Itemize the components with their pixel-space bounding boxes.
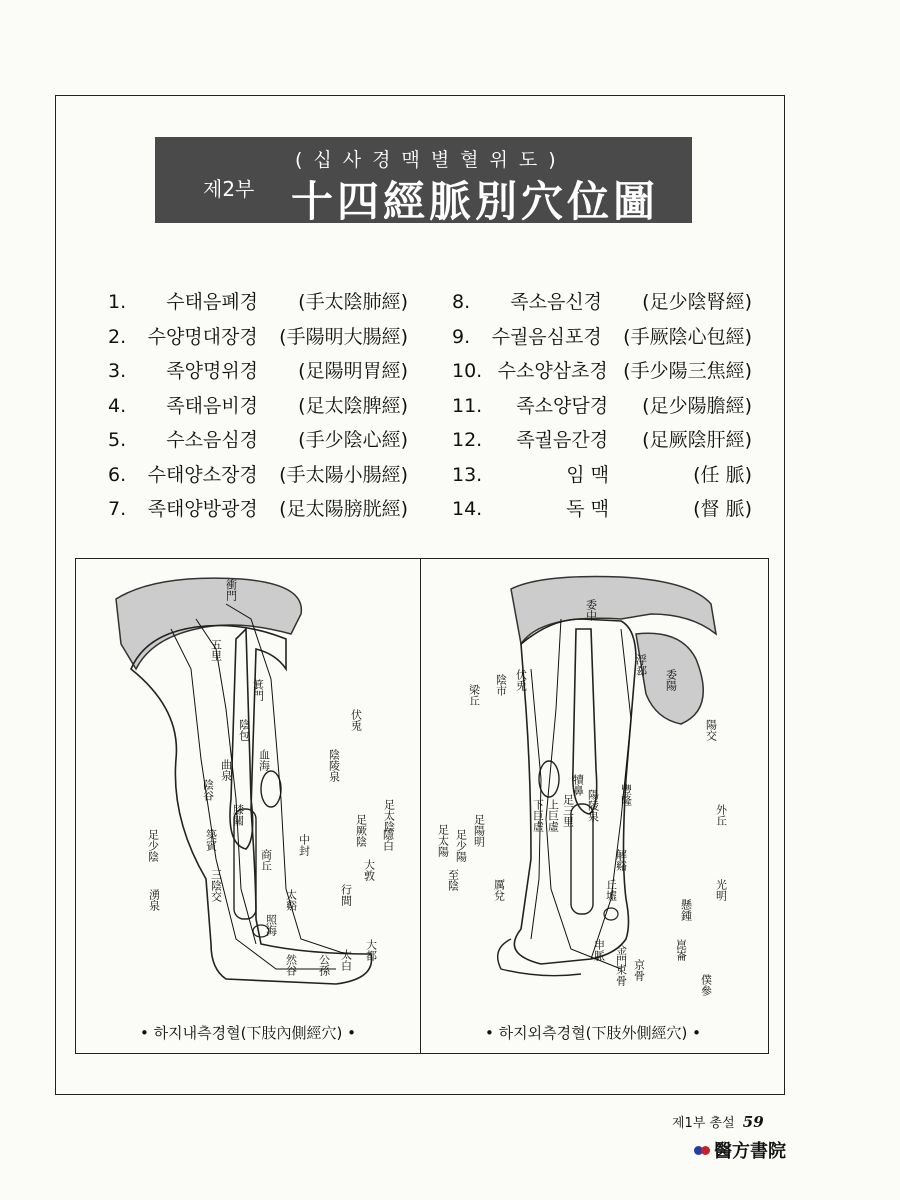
inner-leg-illustration <box>76 559 420 1019</box>
acupoint-label: 足太陰 <box>382 799 396 832</box>
acupoint-label: 陰包 <box>237 719 251 741</box>
title-reading: (십사경맥별혈위도) <box>295 149 567 171</box>
list-item: 4. 족태음비경 (足太陰脾經) <box>108 394 408 417</box>
acupoint-label: 崑崙 <box>674 939 688 961</box>
acupoint-label: 五里 <box>209 639 223 661</box>
figure-inner-leg <box>76 559 420 1053</box>
acupoint-label: 膝關 <box>231 804 245 826</box>
list-item: 1. 수태음폐경 (手太陰肺經) <box>108 291 408 313</box>
acupoint-label: 箕門 <box>251 679 265 701</box>
page-number: 59 <box>742 1113 764 1131</box>
acupoint-label: 太白 <box>339 949 353 971</box>
title-banner <box>155 137 692 226</box>
acupoint-label: 足少陰 <box>146 829 160 862</box>
acupoint-label: 公孫 <box>317 954 331 976</box>
figure-caption: • 하지내측경혈(下肢內側經穴) • <box>140 1024 356 1042</box>
list-item: 2. 수양명대장경 (手陽明大腸經) <box>108 325 408 348</box>
list-item: 6. 수태양소장경 (手太陽小腸經) <box>108 463 408 486</box>
acupoint-label: 陽交 <box>704 719 718 741</box>
publisher-name: 醫方書院 <box>714 1141 786 1162</box>
inner-leg-point-labels <box>147 578 396 976</box>
acupoint-label: 委中 <box>584 599 598 621</box>
acupoint-label: 湧泉 <box>147 889 161 911</box>
part-label: 제2부 <box>203 177 255 201</box>
acupoint-label: 厲兌 <box>492 879 506 901</box>
list-item: 14. 독 맥 (督 脈) <box>452 498 752 520</box>
acupoint-label: 血海 <box>257 749 271 771</box>
acupoint-label: 懸鍾 <box>679 899 693 921</box>
acupoint-label: 三陰交 <box>209 869 223 902</box>
acupoint-label: 中封 <box>297 834 311 856</box>
acupoint-label: 商丘 <box>259 849 273 871</box>
acupoint-label: 大都 <box>364 939 378 961</box>
acupoint-label: 足少陽 <box>454 829 468 862</box>
page-footer <box>672 1112 764 1131</box>
acupoint-label: 上巨虛 <box>546 799 560 832</box>
acupoint-label: 行間 <box>339 884 353 906</box>
acupoint-label: 犢鼻 <box>571 774 585 796</box>
acupoint-label: 光明 <box>714 879 728 901</box>
acupoint-label: 築賓 <box>204 829 218 851</box>
acupoint-label: 伏兎 <box>514 669 528 691</box>
page-title: 十四經脈別穴位圖 <box>291 177 660 226</box>
acupoint-label: 梁丘 <box>467 684 481 706</box>
acupoint-label: 曲泉 <box>219 759 233 781</box>
acupoint-label: 足陽明 <box>472 814 486 847</box>
list-item: 12. 족궐음간경 (足厥陰肝經) <box>452 429 752 451</box>
acupoint-label: 至陰 <box>446 869 460 891</box>
meridian-list-left <box>108 285 408 527</box>
figure-outer-leg <box>421 559 765 1053</box>
acupoint-label: 陰市 <box>494 674 508 696</box>
acupoint-label: 浮郄 <box>634 654 648 676</box>
acupoint-label: 照海 <box>264 914 278 936</box>
acupoint-label: 足三里 <box>561 794 575 827</box>
meridian-list-right <box>452 285 752 527</box>
acupoint-label: 足太陽 <box>436 824 450 857</box>
acupoint-label: 大敦 <box>362 859 376 881</box>
list-item: 7. 족태양방광경 (足太陽膀胱經) <box>108 498 408 520</box>
acupoint-label: 解谿 <box>614 849 628 871</box>
acupoint-label: 陽陵泉 <box>586 789 600 822</box>
logo-dot-red-icon <box>701 1146 710 1155</box>
list-item: 11. 족소양담경 (足少陽膽經) <box>452 394 752 417</box>
acupoint-label: 足厥陰 <box>354 814 368 847</box>
acupoint-label: 下巨虛 <box>531 799 545 832</box>
acupoint-label: 金門 <box>614 944 628 966</box>
acupoint-label: 京骨 <box>632 959 646 981</box>
acupoint-label: 外丘 <box>714 804 728 826</box>
list-item: 9. 수궐음심포경 (手厥陰心包經) <box>452 325 752 348</box>
acupoint-label: 僕參 <box>699 974 713 996</box>
acupoint-label: 豐隆 <box>619 784 633 806</box>
acupoint-label: 然谷 <box>284 954 298 976</box>
acupoint-label: 隱白 <box>381 829 395 851</box>
acupoint-label: 陰陵泉 <box>327 749 341 782</box>
list-item: 3. 족양명위경 (足陽明胃經) <box>108 360 408 382</box>
acupoint-label: 衝門 <box>224 579 238 601</box>
outer-leg-illustration <box>421 559 765 1019</box>
figure-panels <box>75 558 769 1054</box>
list-item: 8. 족소음신경 (足少陰腎經) <box>452 291 752 313</box>
list-item: 10. 수소양삼초경 (手少陽三焦經) <box>452 360 752 382</box>
figure-caption: • 하지외측경혈(下肢外側經穴) • <box>485 1024 701 1042</box>
acupoint-label: 太谿 <box>284 889 298 911</box>
publisher-logo <box>694 1137 786 1163</box>
acupoint-label: 束骨 <box>614 964 628 986</box>
acupoint-label: 陰谷 <box>201 779 215 801</box>
acupoint-label: 伏兎 <box>349 709 363 731</box>
acupoint-label: 委陽 <box>664 669 678 691</box>
list-item: 5. 수소음심경 (手少陰心經) <box>108 429 408 451</box>
acupoint-label: 申脈 <box>592 939 606 961</box>
list-item: 13. 임 맥 (任 脈) <box>452 463 752 486</box>
acupoint-label: 丘墟 <box>604 879 618 901</box>
section-label: 제1부 총설 <box>672 1116 735 1131</box>
